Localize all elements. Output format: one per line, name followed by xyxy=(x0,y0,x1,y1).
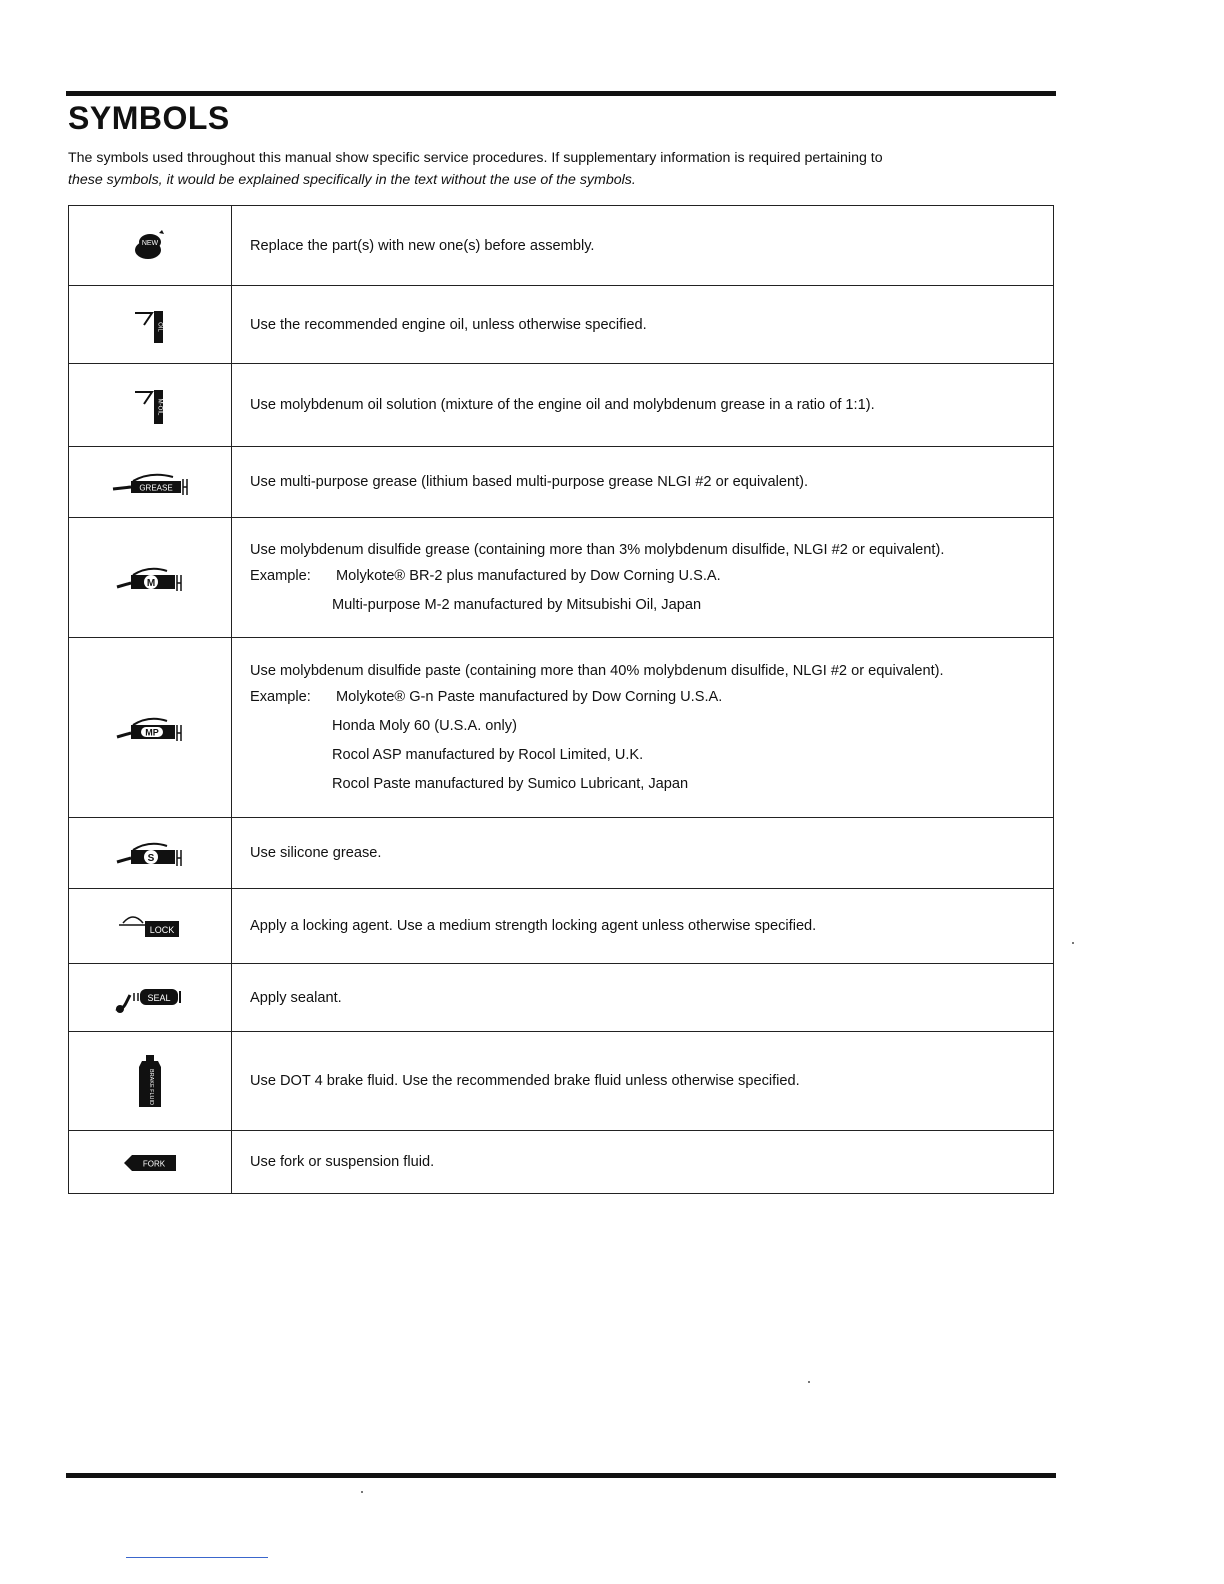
table-row xyxy=(69,364,1054,447)
example-line xyxy=(250,688,1035,706)
brake-fluid-icon-label: BRAKE FLUID xyxy=(148,1068,154,1106)
new-part-icon xyxy=(130,228,170,264)
moly-grease-icon-label: M xyxy=(146,577,156,589)
locking-agent-icon xyxy=(115,911,185,941)
table-row xyxy=(69,818,1054,889)
bottom-rule xyxy=(66,1473,1056,1478)
icon-cell xyxy=(69,286,232,364)
intro-line-2: these symbols, it would be explained specifically in the text without the use of the symbols. xyxy=(68,172,636,188)
icon-cell xyxy=(69,964,232,1032)
icon-cell xyxy=(69,1131,232,1194)
table-row xyxy=(69,447,1054,518)
intro-paragraph xyxy=(68,147,1058,191)
silicone-grease-icon xyxy=(115,836,185,870)
locking-agent-icon-label: LOCK xyxy=(149,925,175,935)
table-row xyxy=(69,1131,1054,1194)
icon-cell xyxy=(69,518,232,638)
moly-grease-icon xyxy=(115,561,185,595)
symbols-table xyxy=(68,205,1054,1194)
description: Use fork or suspension fluid. xyxy=(232,1131,1054,1194)
sealant-icon xyxy=(112,981,188,1015)
sealant-icon-label: SEAL xyxy=(147,992,171,1003)
page-title: SYMBOLS xyxy=(68,100,230,136)
description: Use the recommended engine oil, unless otherwise specified. xyxy=(232,286,1054,364)
icon-cell xyxy=(69,364,232,447)
description: Use molybdenum oil solution (mixture of the engine oil and molybdenum grease in a ratio of 1:1). xyxy=(232,364,1054,447)
silicone-grease-icon-label: S xyxy=(147,853,155,864)
table-row xyxy=(69,964,1054,1032)
molybdenum-oil-icon xyxy=(130,384,170,426)
icon-cell xyxy=(69,447,232,518)
table-row xyxy=(69,286,1054,364)
description: Replace the part(s) with new one(s) before assembly. xyxy=(232,206,1054,286)
table-row xyxy=(69,638,1054,818)
description: Use DOT 4 brake fluid. Use the recommended brake fluid unless otherwise specified. xyxy=(232,1032,1054,1131)
icon-cell xyxy=(69,1032,232,1131)
fork-fluid-icon xyxy=(122,1149,178,1175)
scan-speck xyxy=(361,1491,363,1493)
description: Use molybdenum disulfide grease (containing more than 3% molybdenum disulfide, NLGI #2 or equivalent). xyxy=(250,542,945,558)
table-row xyxy=(69,1032,1054,1131)
example-line xyxy=(250,567,1035,585)
icon-cell xyxy=(69,638,232,818)
engine-oil-icon xyxy=(130,305,170,345)
icon-cell xyxy=(69,818,232,889)
example-item: Molykote® G-n Paste manufactured by Dow Corning U.S.A. xyxy=(336,689,723,705)
example-item: Honda Moly 60 (U.S.A. only) xyxy=(332,718,517,734)
scan-speck xyxy=(808,1381,810,1383)
description: Use multi-purpose grease (lithium based multi-purpose grease NLGI #2 or equivalent). xyxy=(232,447,1054,518)
description: Apply a locking agent. Use a medium strength locking agent unless otherwise specified. xyxy=(232,889,1054,964)
table-row xyxy=(69,206,1054,286)
intro-line-1: The symbols used throughout this manual show specific service procedures. If supplementary information is required pertaining to xyxy=(68,150,883,166)
moly-paste-icon-label: MP xyxy=(145,727,159,737)
icon-cell xyxy=(69,889,232,964)
example-item: Rocol Paste manufactured by Sumico Lubricant, Japan xyxy=(332,776,689,792)
example-item: Rocol ASP manufactured by Rocol Limited, U.K. xyxy=(332,747,644,763)
table-row xyxy=(69,518,1054,638)
fork-fluid-icon-label: FORK xyxy=(142,1159,166,1169)
grease-icon xyxy=(111,467,189,497)
description: Apply sealant. xyxy=(232,964,1054,1032)
grease-icon-label: GREASE xyxy=(139,483,173,493)
example-label: Example: xyxy=(250,568,311,584)
example-item: Multi-purpose M-2 manufactured by Mitsubishi Oil, Japan xyxy=(332,597,702,613)
engine-oil-icon-label: OIL xyxy=(156,321,163,332)
example-item: Molykote® BR-2 plus manufactured by Dow Corning U.S.A. xyxy=(336,568,721,584)
description: Use molybdenum disulfide paste (containing more than 40% molybdenum disulfide, NLGI #2 or equivalent). xyxy=(250,663,944,679)
icon-cell xyxy=(69,206,232,286)
description-cell xyxy=(232,638,1054,818)
example-label: Example: xyxy=(250,689,311,705)
table-row xyxy=(69,889,1054,964)
footer-link-underline xyxy=(126,1557,268,1558)
molybdenum-oil-icon-label: M-OIL xyxy=(156,398,163,416)
brake-fluid-icon xyxy=(135,1053,165,1109)
new-part-icon-label: NEW xyxy=(141,239,159,247)
scan-speck xyxy=(1072,942,1074,944)
description-cell xyxy=(232,518,1054,638)
moly-paste-icon xyxy=(115,711,185,745)
top-rule xyxy=(66,91,1056,96)
description: Use silicone grease. xyxy=(232,818,1054,889)
